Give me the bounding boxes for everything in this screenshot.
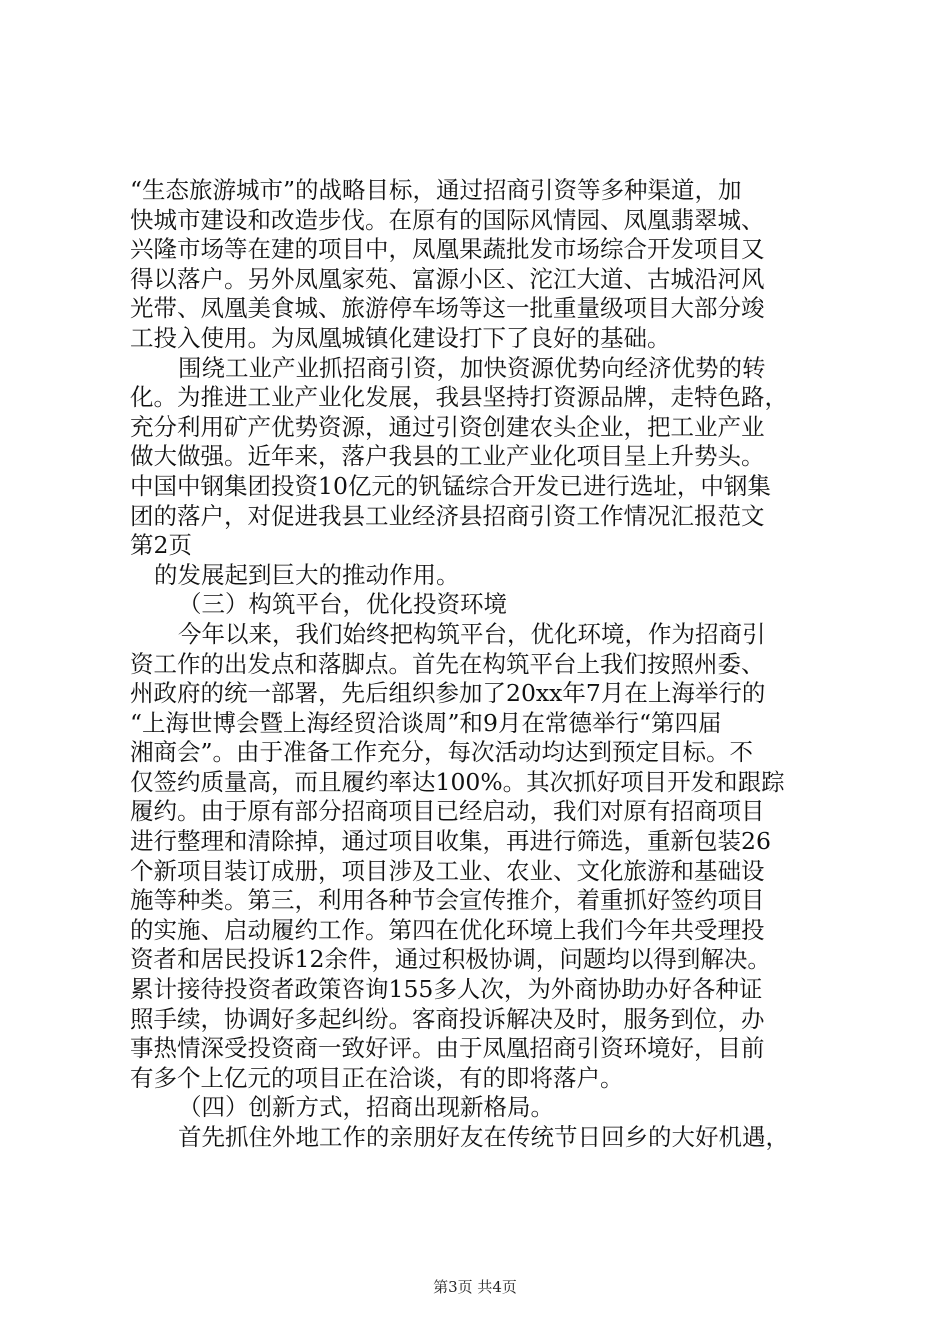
text-line: “上海世博会暨上海经贸洽谈周”和9月在常德举行“第四届 (130, 708, 722, 737)
text-line: 施等种类。第三，利用各种节会宣传推介，着重抓好签约项目 (130, 886, 765, 915)
text-line: 得以落户。另外凤凰家苑、富源小区、沱江大道、古城沿河风 (130, 264, 765, 293)
text-line: 湘商会”。由于准备工作充分，每次活动均达到预定目标。不 (130, 738, 754, 767)
text-line: 累计接待投资者政策咨询155多人次，为外商协助办好各种证 (130, 975, 763, 1004)
text-line: “生态旅游城市”的战略目标，通过招商引资等多种渠道，加 (130, 176, 742, 204)
text-line: 事热情深受投资商一致好评。由于凤凰招商引资环境好，目前 (130, 1034, 765, 1063)
text-line: 进行整理和清除掉，通过项目收集，再进行筛选，重新包装26 (130, 827, 771, 856)
text-line: 做大做强。近年来，落户我县的工业产业化项目呈上升势头。 (130, 442, 765, 471)
text-line: 首先抓住外地工作的亲朋好友在传统节日回乡的大好机遇， (178, 1123, 789, 1151)
text-line: （三）构筑平台，优化投资环境 (178, 590, 507, 619)
text-line: 有多个上亿元的项目正在洽谈，有的即将落户。 (130, 1063, 624, 1092)
text-line: （四）创新方式，招商出现新格局。 (178, 1093, 554, 1122)
page-footer: 第3页 共4页 (433, 1278, 517, 1296)
text-line: 资工作的出发点和落脚点。首先在构筑平台上我们按照州委、 (130, 649, 765, 678)
text-line: 州政府的统一部署，先后组织参加了20xx年7月在上海举行的 (130, 679, 766, 708)
text-line: 照手续，协调好多起纠纷。客商投诉解决及时，服务到位，办 (130, 1004, 765, 1033)
text-line: 个新项目装订成册，项目涉及工业、农业、文化旅游和基础设 (130, 856, 765, 885)
text-line: 工投入使用。为凤凰城镇化建设打下了良好的基础。 (130, 323, 671, 352)
text-line: 化。为推进工业产业化发展，我县坚持打资源品牌，走特色路， (130, 383, 788, 412)
text-line: 的实施、启动履约工作。第四在优化环境上我们今年共受理投 (130, 915, 765, 944)
text-line: 快城市建设和改造步伐。在原有的国际风情园、凤凰翡翠城、 (130, 205, 765, 234)
text-line: 光带、凤凰美食城、旅游停车场等这一批重量级项目大部分竣 (130, 294, 765, 323)
text-line: 仅签约质量高，而且履约率达100%。其次抓好项目开发和跟踪 (130, 767, 785, 796)
text-line: 的发展起到巨大的推动作用。 (154, 560, 460, 589)
text-line: 充分利用矿产优势资源，通过引资创建农头企业，把工业产业 (130, 412, 765, 441)
text-line: 兴隆市场等在建的项目中，凤凰果蔬批发市场综合开发项目又 (130, 235, 765, 264)
text-line: 资者和居民投诉12余件，通过积极协调，问题均以得到解决。 (130, 945, 771, 974)
document-body (130, 176, 842, 1153)
text-line: 第2页 (130, 531, 192, 560)
text-line: 今年以来，我们始终把构筑平台，优化环境，作为招商引 (178, 619, 766, 648)
text-line: 团的落户，对促进我县工业经济县招商引资工作情况汇报范文 (130, 501, 765, 530)
text-line: 履约。由于原有部分招商项目已经启动，我们对原有招商项目 (130, 797, 765, 826)
text-line: 围绕工业产业抓招商引资，加快资源优势向经济优势的转 (178, 353, 766, 382)
text-line: 中国中钢集团投资10亿元的钒锰综合开发已进行选址，中钢集 (130, 471, 771, 500)
